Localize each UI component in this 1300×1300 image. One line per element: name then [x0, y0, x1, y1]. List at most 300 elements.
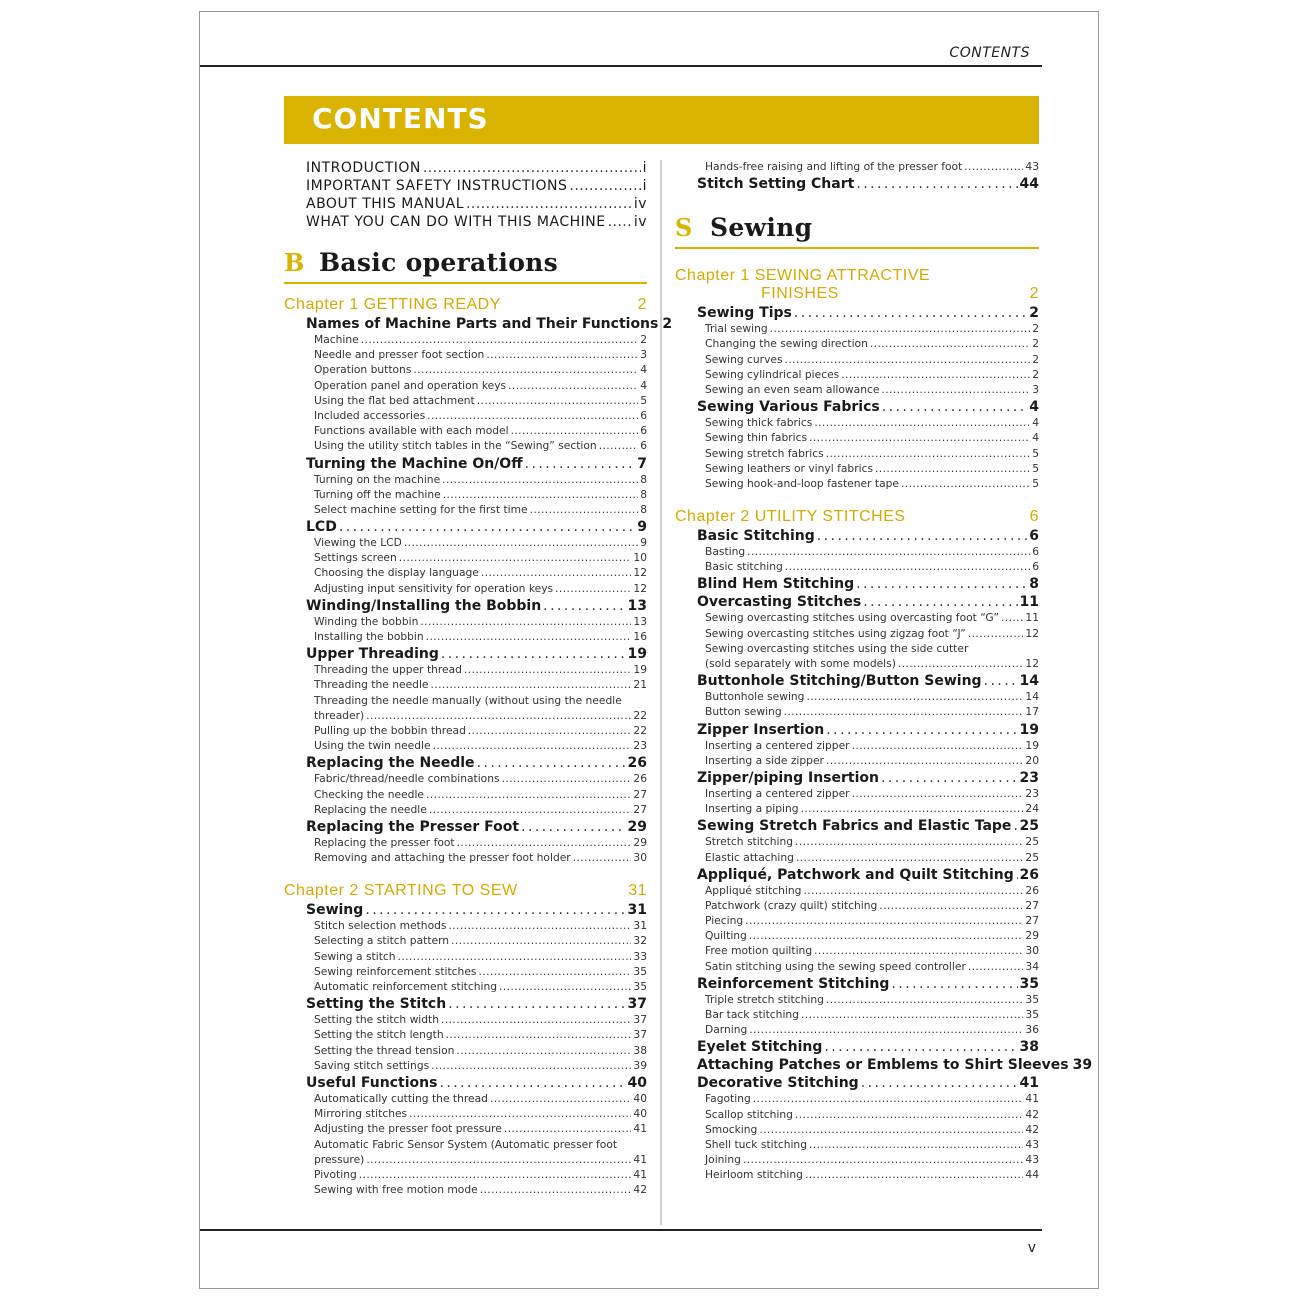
entry-title: Stitch selection methods — [314, 919, 447, 933]
toc-subentry[interactable] — [314, 615, 647, 630]
entry-page: 39 — [1072, 1057, 1093, 1074]
entry-title: WHAT YOU CAN DO WITH THIS MACHINE — [306, 214, 606, 230]
entry-page: 14 — [1025, 690, 1039, 704]
entry-page: 44 — [1019, 176, 1039, 193]
entry-page: 44 — [1025, 1168, 1039, 1182]
leader-dots — [968, 960, 1024, 973]
entry-page: 34 — [1025, 959, 1039, 973]
leader-dots — [555, 582, 631, 595]
entry-page: 26 — [633, 772, 647, 786]
toc-section[interactable] — [697, 1039, 1039, 1056]
entry-page: 6 — [1032, 545, 1039, 559]
entry-title: Sewing overcasting stitches using overcasting foot “G” — [705, 611, 999, 625]
part-name: Basic operations — [319, 247, 559, 277]
entry-title: Winding/Installing the Bobbin — [306, 597, 542, 614]
toc-subentry[interactable] — [705, 929, 1039, 944]
leader-dots — [814, 944, 1023, 957]
entry-page: 12 — [1025, 626, 1039, 640]
manual-page — [199, 11, 1099, 1289]
entry-page: 12 — [633, 581, 647, 595]
entry-title: Needle and presser foot section — [314, 348, 485, 362]
leader-dots — [826, 447, 1031, 460]
toc-subentry[interactable] — [314, 409, 647, 424]
leader-dots — [1013, 818, 1017, 834]
entry-page: 8 — [1029, 576, 1039, 593]
chapter-entries — [675, 305, 1039, 492]
entry-title: Button sewing — [705, 705, 782, 719]
leader-dots — [861, 1075, 1018, 1091]
toc-section[interactable] — [306, 819, 647, 836]
toc-subentry[interactable] — [314, 678, 647, 693]
toc-subentry[interactable] — [705, 960, 1039, 975]
leader-dots — [882, 399, 1028, 415]
toc-subentry[interactable] — [314, 630, 647, 645]
chapter-heading[interactable] — [284, 882, 647, 900]
toc-subentry-line[interactable]: Threading the needle manually (without using the needle — [314, 693, 622, 707]
entry-page: 39 — [633, 1058, 647, 1072]
toc-subentry[interactable] — [314, 363, 647, 378]
entry-title: Settings screen — [314, 551, 397, 565]
entry-page: 3 — [1032, 382, 1039, 396]
leader-dots — [824, 1039, 1017, 1055]
toc-section[interactable] — [697, 818, 1039, 835]
leader-dots — [339, 519, 635, 535]
leader-dots — [366, 709, 631, 722]
entry-page: iv — [633, 196, 647, 212]
entry-title: Joining — [705, 1153, 741, 1167]
leader-dots — [749, 929, 1024, 942]
toc-section[interactable] — [697, 305, 1039, 322]
toc-subentry[interactable] — [314, 663, 647, 678]
entry-page: 35 — [1025, 1008, 1039, 1021]
toc-subentry[interactable] — [314, 582, 647, 597]
entry-title: Zipper/piping Insertion — [697, 769, 879, 786]
entry-title: Sewing curves — [705, 352, 783, 366]
toc-subentry[interactable] — [314, 1183, 647, 1198]
toc-subentry[interactable] — [705, 914, 1039, 929]
entry-page: 9 — [640, 536, 647, 550]
entry-page: 24 — [1025, 802, 1039, 816]
entry-title: Inserting a piping — [705, 802, 799, 816]
entry-page: 14 — [1019, 673, 1039, 690]
front-matter-entry[interactable] — [306, 214, 647, 232]
leader-dots — [794, 305, 1027, 321]
leader-dots — [817, 528, 1028, 544]
entry-title: LCD — [306, 519, 337, 536]
entry-title: Names of Machine Parts and Their Functions — [306, 316, 659, 332]
entry-page: 8 — [640, 472, 647, 486]
leader-dots — [796, 851, 1023, 864]
toc-section[interactable] — [306, 646, 647, 663]
leader-dots — [879, 899, 1023, 912]
toc-subentry[interactable] — [705, 787, 1039, 802]
entry-title: Trial sewing — [705, 322, 768, 336]
toc-subentry[interactable] — [314, 1092, 647, 1107]
leader-dots — [901, 477, 1030, 490]
toc-subentry[interactable] — [705, 1092, 1039, 1107]
entry-title: Selecting a stitch pattern — [314, 934, 450, 948]
leader-dots — [801, 802, 1024, 815]
entry-page: 40 — [627, 1074, 647, 1091]
entry-page: 4 — [1032, 416, 1039, 430]
toc-subentry[interactable] — [705, 657, 1039, 672]
leader-dots — [984, 673, 1018, 689]
entry-page: 31 — [633, 919, 647, 933]
toc-section[interactable] — [697, 1075, 1039, 1092]
entry-title: Sewing thin fabrics — [705, 431, 808, 445]
toc-subentry[interactable] — [314, 836, 647, 851]
leader-dots — [841, 368, 1030, 381]
toc-subentry[interactable] — [314, 394, 647, 409]
entry-title: threader) — [314, 708, 365, 722]
chapter-page: 6 — [1029, 508, 1039, 526]
entry-page: 36 — [1025, 1023, 1039, 1037]
toc-section[interactable] — [306, 598, 647, 615]
toc-subentry-line[interactable]: Automatic Fabric Sensor System (Automatic presser foot — [314, 1137, 618, 1151]
toc-subentry[interactable] — [314, 709, 647, 724]
toc-subentry[interactable] — [705, 1138, 1039, 1153]
toc-section[interactable] — [306, 519, 647, 536]
toc-subentry[interactable] — [314, 439, 647, 454]
entry-page: 35 — [1025, 992, 1039, 1006]
toc-section[interactable] — [306, 755, 647, 772]
leader-dots — [1016, 867, 1018, 883]
toc-subentry[interactable] — [705, 416, 1039, 431]
leader-dots — [801, 1008, 1023, 1021]
entry-title: Buttonhole sewing — [705, 690, 805, 704]
toc-subentry[interactable] — [705, 560, 1039, 575]
entry-title: Threading the upper thread — [314, 663, 462, 677]
toc-section[interactable] — [306, 902, 647, 919]
toc-subentry[interactable] — [705, 462, 1039, 477]
entry-title: Scallop stitching — [705, 1107, 793, 1121]
toc-subentry[interactable] — [314, 851, 647, 866]
leader-dots — [753, 1092, 1024, 1105]
entry-title: Winding the bobbin — [314, 614, 419, 628]
entry-title: Blind Hem Stitching — [697, 576, 855, 593]
chapter-heading[interactable] — [675, 267, 1039, 303]
toc-subentry[interactable] — [314, 473, 647, 488]
entry-page: 43 — [1025, 160, 1039, 173]
entry-title: Heirloom stitching — [705, 1168, 803, 1182]
toc-section[interactable] — [697, 399, 1039, 416]
entry-page: 26 — [1025, 883, 1039, 897]
entry-title: pressure) — [314, 1152, 365, 1166]
leader-dots — [543, 598, 625, 614]
toc-section[interactable] — [697, 867, 1039, 884]
leader-dots — [795, 835, 1023, 848]
entry-title: Satin stitching using the sewing speed controller — [705, 959, 966, 973]
chapter-entries — [675, 528, 1093, 1183]
toc-subentry[interactable] — [705, 884, 1039, 899]
leader-dots — [504, 1122, 632, 1135]
leader-dots — [366, 1153, 631, 1166]
leader-dots — [785, 560, 1030, 573]
entry-page: 5 — [1032, 476, 1039, 490]
toc-section[interactable] — [697, 722, 1039, 739]
front-matter-entry[interactable] — [306, 196, 647, 214]
toc-subentry[interactable] — [705, 993, 1039, 1008]
entry-title: Fagoting — [705, 1092, 751, 1106]
toc-subentry[interactable] — [705, 835, 1039, 850]
entry-page: 25 — [1025, 835, 1039, 849]
entry-page: 4 — [1032, 431, 1039, 445]
toc-subentry[interactable] — [705, 545, 1039, 560]
toc-section[interactable] — [306, 456, 647, 473]
toc-subentry[interactable] — [705, 431, 1039, 446]
toc-subentry[interactable] — [314, 1153, 647, 1168]
leader-dots — [530, 503, 639, 516]
entry-page: 26 — [627, 755, 647, 772]
entry-title: Operation panel and operation keys — [314, 378, 507, 392]
toc-subentry[interactable] — [705, 690, 1039, 705]
entry-page: 13 — [633, 614, 647, 628]
leader-dots — [870, 337, 1030, 350]
entry-title: Hands-free raising and lifting of the presser foot — [705, 160, 963, 173]
toc-subentry[interactable] — [314, 424, 647, 439]
entry-title: Bar tack stitching — [705, 1008, 799, 1021]
entry-title: Viewing the LCD — [314, 536, 402, 550]
entry-title: Triple stretch stitching — [705, 992, 824, 1006]
chapter-page: 2 — [637, 296, 647, 313]
entry-page: 27 — [1025, 898, 1039, 912]
entry-page: 43 — [1025, 1137, 1039, 1151]
entry-title: Functions available with each model — [314, 424, 509, 438]
entry-page: 3 — [640, 348, 647, 362]
toc-subentry[interactable] — [705, 322, 1039, 337]
toc-subentry-line[interactable]: Sewing overcasting stitches using the side cutter — [705, 641, 969, 655]
toc-subentry[interactable] — [705, 1123, 1039, 1138]
leader-dots — [785, 353, 1031, 366]
entry-title: Sewing leathers or vinyl fabrics — [705, 461, 874, 475]
toc-subentry[interactable] — [314, 980, 647, 995]
entry-title: Removing and attaching the presser foot holder — [314, 851, 571, 865]
entry-page: 23 — [1025, 786, 1039, 800]
toc-subentry[interactable] — [314, 919, 647, 934]
toc-subentry[interactable] — [314, 333, 647, 348]
toc-section[interactable] — [306, 316, 673, 333]
entry-title: Buttonhole Stitching/Button Sewing — [697, 673, 982, 690]
leader-dots — [409, 1107, 631, 1120]
chapter-heading[interactable] — [284, 296, 647, 314]
entry-page: i — [642, 160, 647, 176]
toc-subentry[interactable] — [314, 739, 647, 754]
entry-page: 19 — [1025, 738, 1039, 752]
toc-section[interactable] — [697, 576, 1039, 593]
entry-page: 2 — [1032, 322, 1039, 336]
entry-title: Fabric/thread/needle combinations — [314, 772, 500, 786]
front-matter-entry[interactable] — [306, 160, 647, 178]
entry-page: 22 — [633, 723, 647, 737]
entry-page: 2 — [662, 316, 673, 332]
toc-subentry[interactable] — [705, 1168, 1039, 1183]
chapter-label-continued: FINISHES — [761, 285, 839, 303]
entry-title: Darning — [705, 1023, 748, 1037]
toc-subentry[interactable] — [314, 965, 647, 980]
entry-page: 8 — [640, 502, 647, 516]
toc-subentry[interactable] — [705, 611, 1039, 626]
toc-subentry[interactable] — [314, 379, 647, 394]
toc-subentry[interactable] — [705, 1153, 1039, 1168]
leader-dots — [826, 722, 1017, 738]
entry-page: i — [642, 178, 647, 194]
toc-subentry[interactable] — [314, 724, 647, 739]
leader-dots — [478, 965, 631, 978]
right-column — [675, 160, 1093, 1184]
toc-subentry[interactable] — [314, 950, 647, 965]
toc-subentry[interactable] — [314, 788, 647, 803]
toc-subentry[interactable] — [705, 1108, 1039, 1123]
entry-title: Mirroring stitches — [314, 1107, 408, 1121]
entry-title: Setting the stitch length — [314, 1028, 444, 1042]
entry-title: Sewing cylindrical pieces — [705, 367, 840, 381]
entry-page: 9 — [637, 519, 647, 536]
toc-subentry[interactable] — [314, 1044, 647, 1059]
entry-title: Sewing Stretch Fabrics and Elastic Tape — [697, 818, 1012, 835]
toc-subentry[interactable] — [705, 383, 1039, 398]
toc-subentry[interactable] — [314, 1028, 647, 1043]
entry-title: Sewing a stitch — [314, 949, 396, 963]
toc-subentry[interactable] — [314, 348, 647, 363]
toc-section[interactable] — [697, 528, 1039, 545]
entry-title: Setting the thread tension — [314, 1043, 455, 1057]
part-heading-basic — [284, 242, 647, 284]
toc-subentry[interactable] — [705, 754, 1039, 769]
chapter-entries — [284, 316, 673, 866]
part-letter: S — [675, 212, 693, 242]
toc-subentry[interactable] — [705, 851, 1039, 866]
entry-page: 32 — [633, 934, 647, 948]
entry-page: 4 — [1029, 399, 1039, 416]
chapter-page: 31 — [628, 882, 647, 900]
banner-title: CONTENTS — [312, 102, 489, 135]
chapter-label: Chapter 2 UTILITY STITCHES — [675, 508, 906, 526]
leader-dots — [477, 755, 626, 771]
entry-page: 38 — [1019, 1039, 1039, 1056]
chapter-heading[interactable] — [675, 508, 1039, 526]
toc-subentry[interactable] — [314, 503, 647, 518]
leader-dots — [747, 545, 1030, 558]
entry-title: ABOUT THIS MANUAL — [306, 196, 465, 212]
toc-subentry[interactable] — [705, 353, 1039, 368]
toc-section[interactable] — [697, 673, 1039, 690]
entry-title: Replacing the needle — [314, 802, 427, 816]
toc-section[interactable] — [697, 176, 1039, 193]
toc-subentry[interactable] — [705, 160, 1039, 175]
entry-page: 8 — [640, 487, 647, 501]
entry-title: Threading the needle — [314, 678, 429, 692]
toc-subentry[interactable] — [705, 627, 1039, 642]
entry-page: 43 — [1025, 1153, 1039, 1167]
leader-dots — [784, 705, 1024, 718]
toc-section[interactable] — [697, 594, 1039, 611]
toc-subentry[interactable] — [314, 934, 647, 949]
toc-subentry[interactable] — [705, 368, 1039, 383]
entry-page: 12 — [1025, 657, 1039, 670]
toc-subentry[interactable] — [705, 899, 1039, 914]
entry-title: Sewing — [306, 902, 364, 919]
toc-subentry[interactable] — [705, 337, 1039, 352]
part-heading-sewing — [675, 207, 1039, 249]
entry-page: 41 — [633, 1152, 647, 1166]
entry-page: 2 — [1029, 305, 1039, 322]
toc-subentry[interactable] — [705, 739, 1039, 754]
entry-page: 37 — [633, 1013, 647, 1027]
leader-dots — [759, 1123, 1023, 1136]
entry-title: Inserting a centered zipper — [705, 738, 850, 752]
entry-title: Turning on the machine — [314, 472, 441, 486]
toc-subentry[interactable] — [314, 551, 647, 566]
leader-dots — [441, 646, 626, 662]
entry-page: 37 — [627, 996, 647, 1013]
entry-page: 2 — [1032, 352, 1039, 366]
leader-dots — [430, 678, 631, 691]
toc-subentry[interactable] — [314, 566, 647, 581]
entry-title: Stitch Setting Chart — [697, 176, 855, 193]
toc-section[interactable] — [306, 996, 647, 1013]
entry-page: 41 — [633, 1167, 647, 1181]
toc-subentry[interactable] — [314, 536, 647, 551]
toc-subentry[interactable] — [314, 1059, 647, 1074]
toc-subentry[interactable] — [705, 944, 1039, 959]
entry-title: Reinforcement Stitching — [697, 975, 890, 992]
toc-section[interactable] — [697, 770, 1039, 787]
toc-subentry[interactable] — [314, 772, 647, 787]
toc-subentry[interactable] — [314, 488, 647, 503]
toc-section[interactable] — [306, 1075, 647, 1092]
entry-page: 5 — [1032, 446, 1039, 460]
leader-dots — [423, 160, 641, 176]
toc-subentry[interactable] — [705, 477, 1039, 492]
leader-dots — [898, 657, 1024, 670]
leader-dots — [770, 322, 1031, 335]
leader-dots — [525, 456, 636, 472]
toc-subentry[interactable] — [314, 1122, 647, 1137]
leader-dots — [809, 431, 1030, 444]
entry-page: 19 — [1019, 721, 1039, 738]
front-matter-entry[interactable] — [306, 178, 647, 196]
entry-title: Sewing overcasting stitches using zigzag foot “J” — [705, 626, 966, 640]
entry-title: Using the utility stitch tables in the “Sewing” section — [314, 439, 597, 453]
toc-subentry[interactable] — [314, 1013, 647, 1028]
entry-title: Shell tuck stitching — [705, 1137, 807, 1151]
toc-subentry[interactable] — [705, 802, 1039, 817]
entry-title: Basting — [705, 545, 746, 559]
leader-dots — [968, 627, 1024, 640]
leader-dots — [511, 424, 639, 437]
toc-subentry[interactable] — [705, 447, 1039, 462]
entry-title: Setting the Stitch — [306, 996, 447, 1013]
entry-page: 29 — [633, 835, 647, 849]
toc-subentry[interactable] — [705, 1023, 1039, 1038]
chapter-entries — [284, 902, 647, 1198]
entry-page: 12 — [633, 566, 647, 580]
toc-section[interactable] — [697, 1057, 1093, 1074]
toc-subentry[interactable] — [705, 705, 1039, 720]
toc-subentry[interactable] — [314, 1168, 647, 1183]
leader-dots — [404, 536, 638, 549]
entry-title: Quilting — [705, 929, 747, 943]
toc-subentry[interactable] — [314, 803, 647, 818]
toc-subentry[interactable] — [705, 1008, 1039, 1023]
left-column — [284, 160, 673, 1198]
toc-section[interactable] — [697, 976, 1039, 993]
entry-title: Turning off the machine — [314, 487, 441, 501]
leader-dots — [446, 1028, 632, 1041]
toc-subentry[interactable] — [314, 1107, 647, 1122]
entry-title: Elastic attaching — [705, 850, 794, 864]
part-name: Sewing — [710, 212, 813, 242]
